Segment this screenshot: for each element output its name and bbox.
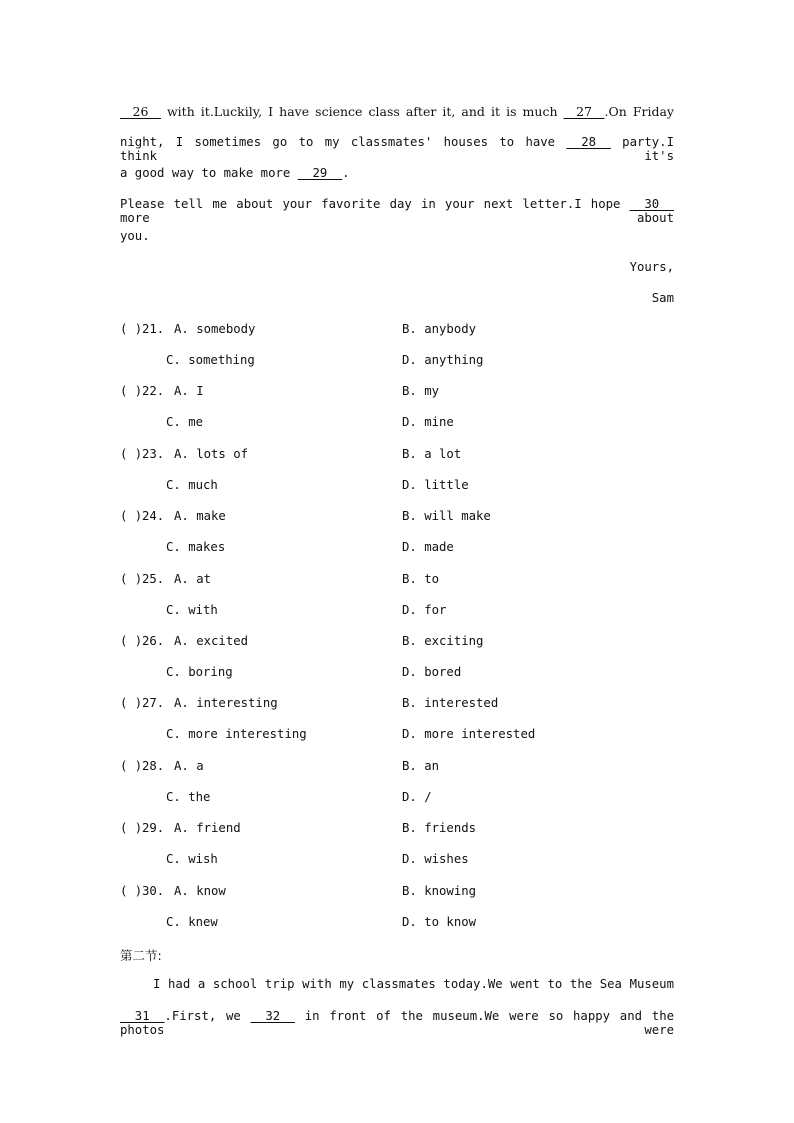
question-row	[120, 322, 680, 340]
option-a: A. a	[174, 759, 204, 773]
option-c: C. me	[166, 415, 204, 429]
answer-bracket[interactable]: ( )	[120, 696, 143, 710]
answer-bracket[interactable]: ( )	[120, 447, 143, 461]
blank-28: __28__	[566, 135, 611, 149]
option-d: D. little	[402, 478, 469, 492]
passage-line-1	[120, 104, 674, 122]
option-d: D. anything	[402, 353, 484, 367]
option-c: C. the	[166, 790, 211, 804]
option-d: D. for	[402, 603, 447, 617]
answer-bracket[interactable]: ( )	[120, 759, 143, 773]
blank-26: __26__	[120, 104, 161, 119]
section2-line-1: I had a school trip with my classmates today.We went to the Sea Museum	[153, 977, 674, 991]
question-number: 29.	[142, 821, 165, 835]
blank-30: __30__	[629, 197, 674, 211]
option-b: B. my	[402, 384, 440, 398]
answer-bracket[interactable]: ( )	[120, 384, 143, 398]
question-number: 22.	[142, 384, 165, 398]
answer-bracket[interactable]: ( )	[120, 634, 143, 648]
question-number: 24.	[142, 509, 165, 523]
option-c: C. something	[166, 353, 255, 367]
option-c: C. makes	[166, 540, 226, 554]
option-b: B. exciting	[402, 634, 484, 648]
question-row	[120, 884, 680, 902]
option-b: B. a lot	[402, 447, 462, 461]
question-row-cont	[120, 603, 680, 621]
question-number: 23.	[142, 447, 165, 461]
question-row-cont	[120, 415, 680, 433]
option-b: B. will make	[402, 509, 491, 523]
option-a: A. friend	[174, 821, 241, 835]
option-a: A. know	[174, 884, 226, 898]
letter-closing: Yours,	[629, 260, 674, 274]
question-number: 28.	[142, 759, 165, 773]
passage-line-4	[120, 197, 674, 225]
question-number: 27.	[142, 696, 165, 710]
option-a: A. I	[174, 384, 204, 398]
option-c: C. much	[166, 478, 218, 492]
passage-text: a good way to make more	[120, 166, 298, 180]
question-row-cont	[120, 727, 680, 745]
question-row-cont	[120, 478, 680, 496]
blank-32: __32__	[250, 1009, 296, 1023]
question-row	[120, 759, 680, 777]
question-row-cont	[120, 852, 680, 870]
blank-29: __29__	[297, 166, 343, 180]
passage-text: more about	[120, 211, 674, 225]
option-c: C. boring	[166, 665, 233, 679]
option-d: D. wishes	[402, 852, 469, 866]
option-d: D. more interested	[402, 727, 536, 741]
question-row	[120, 696, 680, 714]
question-number: 25.	[142, 572, 165, 586]
passage-text: .	[342, 166, 350, 180]
section-heading: 第二节:	[120, 948, 162, 963]
letter-signature: Sam	[651, 291, 674, 305]
option-a: A. excited	[174, 634, 249, 648]
passage-text: party.I think it's	[120, 135, 674, 163]
answer-bracket[interactable]: ( )	[120, 322, 143, 336]
option-b: B. to	[402, 572, 440, 586]
option-a: A. at	[174, 572, 212, 586]
answer-bracket[interactable]: ( )	[120, 572, 143, 586]
question-number: 21.	[142, 322, 165, 336]
question-row	[120, 384, 680, 402]
question-row	[120, 634, 680, 652]
passage-text: in front of the museum.We were so happy and the photos were	[120, 1009, 674, 1037]
answer-bracket[interactable]: ( )	[120, 821, 143, 835]
passage-text: with it.Luckily, I have science class after it, and it is much	[160, 104, 564, 119]
question-row	[120, 509, 680, 527]
passage-line-3	[120, 166, 674, 180]
option-d: D. mine	[402, 415, 454, 429]
answer-bracket[interactable]: ( )	[120, 509, 143, 523]
option-d: D. to know	[402, 915, 477, 929]
option-b: B. an	[402, 759, 440, 773]
answer-bracket[interactable]: ( )	[120, 884, 143, 898]
question-row-cont	[120, 665, 680, 683]
option-a: A. interesting	[174, 696, 278, 710]
question-number: 26.	[142, 634, 165, 648]
question-number: 30.	[142, 884, 165, 898]
question-row	[120, 447, 680, 465]
option-a: A. lots of	[174, 447, 249, 461]
question-row-cont	[120, 540, 680, 558]
option-c: C. knew	[166, 915, 218, 929]
option-b: B. knowing	[402, 884, 477, 898]
question-row-cont	[120, 353, 680, 371]
option-b: B. friends	[402, 821, 477, 835]
passage-line-2	[120, 135, 674, 163]
passage-text: Please tell me about your favorite day in your next letter.I hope	[120, 197, 630, 211]
option-b: B. anybody	[402, 322, 477, 336]
option-c: C. more interesting	[166, 727, 307, 741]
option-c: C. wish	[166, 852, 218, 866]
question-row-cont	[120, 915, 680, 933]
question-row-cont	[120, 790, 680, 808]
option-b: B. interested	[402, 696, 499, 710]
option-a: A. somebody	[174, 322, 256, 336]
passage-text: night, I sometimes go to my classmates' houses to have	[120, 135, 567, 149]
passage-text: .On Friday	[604, 104, 674, 119]
blank-27: __27__	[563, 104, 605, 119]
option-d: D. made	[402, 540, 454, 554]
question-row	[120, 572, 680, 590]
passage-line-5: you.	[120, 229, 150, 243]
option-a: A. make	[174, 509, 226, 523]
question-row	[120, 821, 680, 839]
option-c: C. with	[166, 603, 218, 617]
section2-line-2	[120, 1009, 674, 1037]
option-d: D. /	[402, 790, 432, 804]
passage-text: .First, we	[164, 1009, 251, 1023]
option-d: D. bored	[402, 665, 462, 679]
blank-31: __31__	[120, 1009, 165, 1023]
